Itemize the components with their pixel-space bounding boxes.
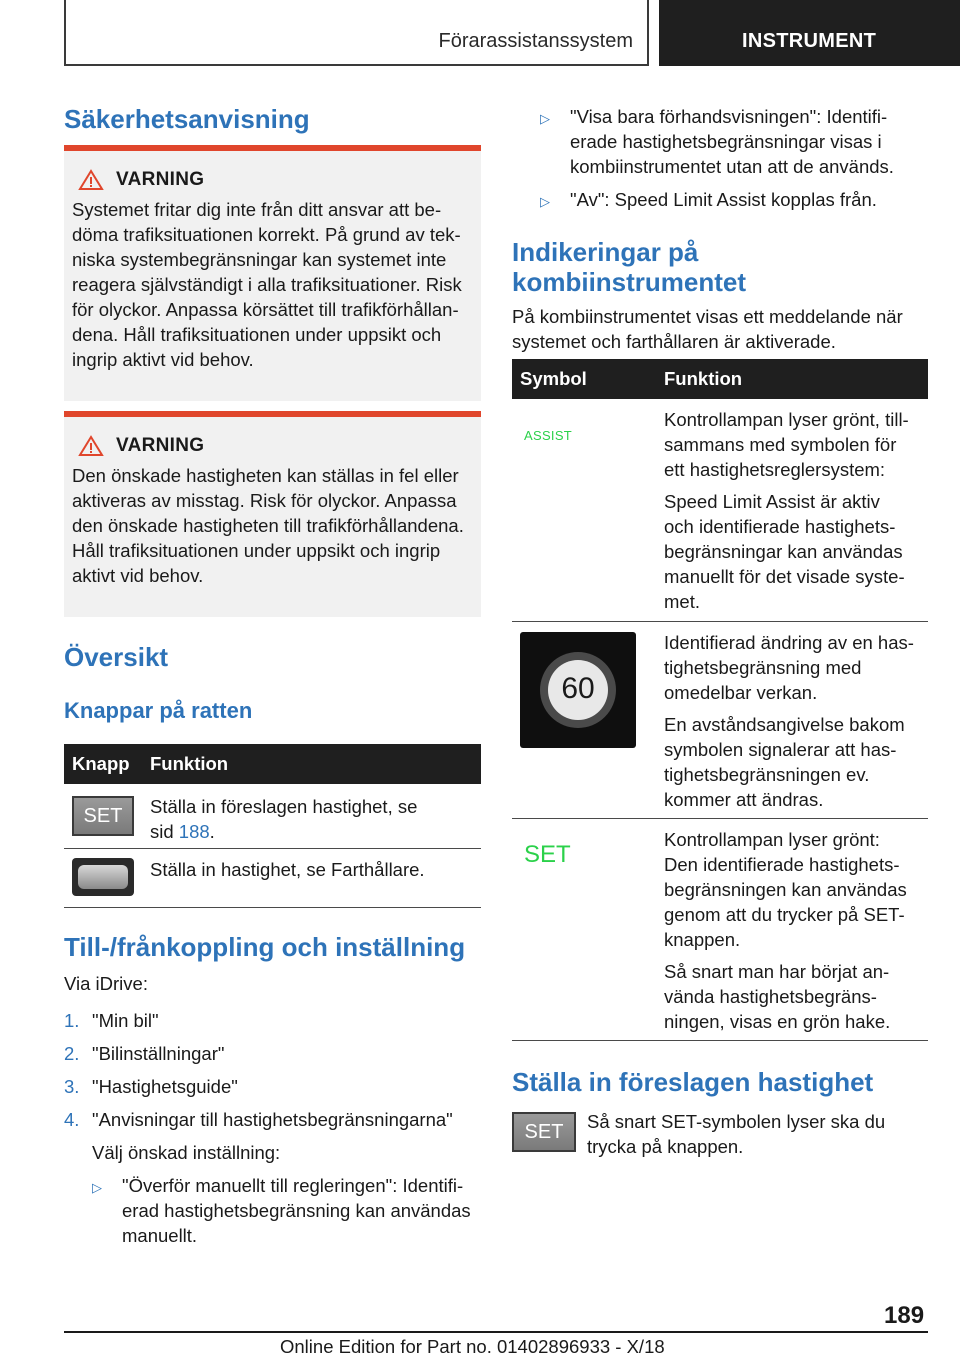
symbol-table [512, 359, 928, 1041]
triangle-bullet-icon: ▷ [540, 111, 550, 126]
row-text: Identifierad ändring av en has‐ tighetsbegränsning med omedelbar verkan. En avståndsangivelse bakom symbolen signalerar att has‐ tighetsbegränsningen ev. kommer att ändras. [656, 621, 928, 818]
toggle-heading: Till-/frånkoppling och inställning [64, 932, 466, 962]
row-text: Ställa in föreslagen hastighet, se sid 188. [142, 784, 481, 848]
col-header-funktion: Funktion [656, 359, 928, 399]
set-text: Så snart SET-symbolen lyser ska du trycka på knappen. [587, 1111, 886, 1157]
row-text: Kontrollampan lyser grönt, till‐ sammans med symbolen för ett hastighetsreglersystem: Speed Limit Assist är aktiv och identifierade hastighets‐ begränsningar kan användas manuellt för det visade syste‐ met. [656, 399, 928, 621]
set-button-icon: SET [512, 1112, 576, 1152]
safety-heading: Säkerhetsanvisning [64, 104, 310, 134]
overview-heading: Översikt [64, 642, 169, 672]
header-section-label: Förarassistanssystem [438, 30, 633, 52]
speed-limit-symbol: 60 [520, 632, 636, 748]
buttons-heading: Knappar på ratten [64, 698, 253, 723]
warning-text: Systemet fritar dig inte från ditt ansvar att be‐ döma trafiksituationen korrekt. På grund av tek‐ niska systembegränsningar kan systemet inte reagera självständigt i alla trafiksituationer. Risk för olyckor. Anpassa körsättet till trafikförhållan‐ dena. Håll trafiksituationen under uppsikt och ingrip aktivt vid behov. [72, 199, 462, 370]
bullet-item: ▷ "Visa bara förhandsvisningen": Identifi‐ erade hastighetsbegränsningar visas i kombiinstrumentet utan att de används. [540, 106, 894, 177]
via-idrive: Via iDrive: [64, 973, 148, 994]
col-header-knapp: Knapp [64, 744, 142, 784]
warning-triangle-icon [78, 169, 104, 191]
bullet-item: ▷ "Överför manuellt till regleringen": Identifi‐ erad hastighetsbegränsning kan användas manuellt. [92, 1175, 471, 1246]
set-button-icon: SET [72, 796, 134, 836]
list-item: 3. "Hastighetsguide" [64, 1076, 238, 1097]
choose-text: Välj önskad inställning: [92, 1142, 281, 1163]
warning-title: VARNING [116, 435, 205, 456]
header-chapter-label: INSTRUMENT [742, 30, 877, 52]
buttons-table [64, 744, 481, 908]
triangle-bullet-icon: ▷ [92, 1180, 102, 1195]
set-heading: Ställa in föreslagen hastighet [512, 1067, 874, 1097]
warning-text: Den önskade hastigheten kan ställas in fel eller aktiveras av misstag. Risk för olyckor. Anpassa den önskade hastigheten till trafikförhållandena. Håll trafiksituationen under uppsikt och ingrip aktivt vid behov. [72, 465, 464, 586]
list-item: 1. "Min bil" [64, 1010, 159, 1031]
assist-symbol: ASSIST [524, 428, 573, 443]
col-header-symbol: Symbol [512, 359, 656, 399]
triangle-bullet-icon: ▷ [540, 194, 550, 209]
rocker-switch-icon [72, 858, 134, 896]
warning-title-row [78, 169, 473, 191]
set-green-symbol: SET [524, 840, 571, 868]
warning-title-row [78, 435, 473, 457]
edition-text: Online Edition for Part no. 01402896933 - X/18 [280, 1336, 665, 1357]
bullet-item: ▷ "Av": Speed Limit Assist kopplas från. [540, 187, 928, 214]
page-link[interactable]: 188 [178, 821, 210, 842]
list-item: 2. "Bilinställningar" [64, 1043, 225, 1064]
warning-triangle-icon [78, 435, 104, 457]
option-list-continued [540, 104, 928, 214]
col-header-funktion: Funktion [142, 744, 481, 784]
header-chapter-tab [659, 0, 960, 66]
indicator-heading: Indikeringar på kombiinstrumentet [512, 237, 747, 297]
header-section-tab [64, 0, 649, 66]
list-item: 4. "Anvisningar till hastighetsbegränsningarna" [64, 1109, 453, 1130]
warning-box-2 [64, 411, 481, 617]
warning-title: VARNING [116, 169, 205, 190]
row-text: Ställa in hastighet, se Farthållare. [142, 848, 481, 907]
warning-box-1 [64, 145, 481, 401]
page-number: 189 [884, 1302, 925, 1329]
indicator-intro: På kombiinstrumentet visas ett meddelande när systemet och farthållaren är aktiverade. [512, 306, 903, 352]
row-text: Kontrollampan lyser grönt: Den identifierade hastighets‐ begränsningen kan användas genom att du trycker på SET- knappen. Så snart man har börjat an‐ vända hastighetsbegräns‐ ningen, visas en grön hake. [656, 818, 928, 1040]
steps-list [64, 1008, 481, 1248]
footer-divider [64, 1331, 928, 1333]
